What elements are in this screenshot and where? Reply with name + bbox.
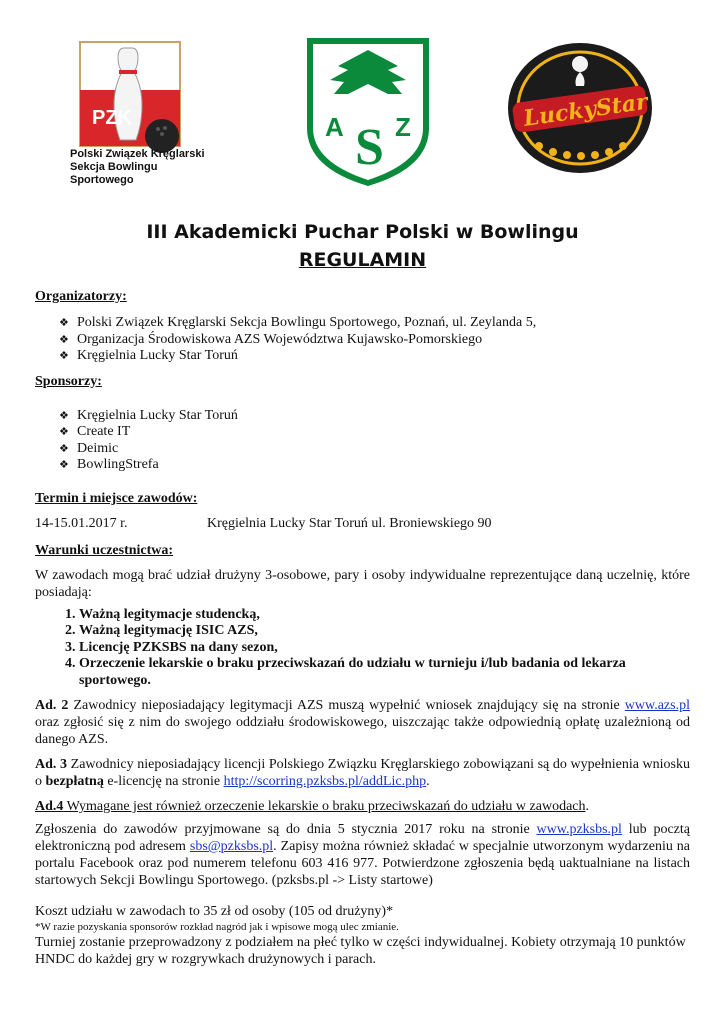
ad2-text: Zawodnicy nieposiadający legitymacji AZS muszą wypełnić wniosek znajdujący się na stronie bbox=[68, 698, 625, 713]
email-link[interactable]: sbs@pzksbs.pl bbox=[189, 839, 274, 854]
event-date: 14-15.01.2017 r. bbox=[35, 515, 128, 531]
ad3-text-mid: e-licencję na stronie bbox=[103, 774, 224, 789]
ad4-end: . bbox=[585, 799, 590, 814]
conditions-heading: Warunki uczestnictwa: bbox=[35, 542, 174, 558]
list-item: 4. Orzeczenie lekarskie o braku przeciwskazań do udziału w turnieju i/lub badania od lekarza sportowego. bbox=[79, 656, 690, 689]
venue-row bbox=[35, 515, 690, 532]
sponsors-list bbox=[63, 408, 690, 474]
list-item: 2. Ważną legitymację ISIC AZS, bbox=[79, 623, 690, 640]
list-item: ❖ Deimic bbox=[63, 441, 690, 458]
pzk-caption-line2: Sekcja Bowlingu Sportowego bbox=[70, 161, 158, 186]
document-title bbox=[0, 218, 725, 274]
list-item: 3. Licencję PZKSBS na dany sezon, bbox=[79, 640, 690, 657]
list-item: ❖ BowlingStrefa bbox=[63, 457, 690, 474]
azs-logo bbox=[303, 34, 433, 189]
sponsors-heading: Sponsorzy: bbox=[35, 373, 102, 389]
list-item: 1. Ważną legitymacje studencką, bbox=[79, 607, 690, 624]
list-item: ❖ Kręgielnia Lucky Star Toruń bbox=[63, 348, 690, 365]
tournament-info: Turniej zostanie przeprowadzony z podziałem na płeć tylko w części indywidualnej. Kobiety otrzymają 10 punktów HNDC do każdej gry w rozgrywkach drużynowych i parach. bbox=[35, 935, 686, 967]
main-title: III Akademicki Puchar Polski w Bowlingu bbox=[146, 221, 579, 243]
registration-paragraph bbox=[35, 821, 690, 889]
header-logos bbox=[0, 30, 725, 190]
registration-text-mid: lub pocztą elektroniczną pod adresem bbox=[35, 822, 690, 854]
regulamin-title: REGULAMIN bbox=[298, 249, 427, 271]
venue-heading: Termin i miejsce zawodów: bbox=[35, 490, 198, 506]
azs-link[interactable]: www.azs.pl bbox=[624, 698, 690, 713]
ad2-text-end: oraz zgłosić się z nim do swojego oddziału środowiskowego, uiszczając także odpowiednią opłatę uzależnioną od danego AZS. bbox=[35, 715, 690, 747]
cost-line: Koszt udziału w zawodach to 35 zł od osoby (105 od drużyny)* bbox=[35, 904, 394, 919]
sponsor-note: *W razie pozyskania sponsorów rozkład nagród jak i wpisowe mogą ulec zmianie. bbox=[35, 921, 399, 933]
ad4-text: Wymagane jest również orzeczenie lekarskie o braku przeciwskazań do udziału w zawodach bbox=[63, 799, 586, 814]
pzk-caption-line1: Polski Związek Kręglarski bbox=[70, 148, 205, 160]
svg-text:Z: Z bbox=[395, 112, 411, 142]
list-item: ❖ Create IT bbox=[63, 424, 690, 441]
lucky-star-logo bbox=[507, 42, 653, 174]
organizers-heading: Organizatorzy: bbox=[35, 289, 127, 304]
ad4-paragraph bbox=[35, 798, 690, 815]
ad3-label: Ad. 3 bbox=[35, 757, 68, 772]
conditions-intro: W zawodach mogą brać udział drużyny 3-osobowe, pary i osoby indywidualne reprezentujące daną uczelnię, które posiadają: bbox=[35, 567, 690, 600]
pzksbs-link[interactable]: www.pzksbs.pl bbox=[536, 822, 622, 837]
list-item: ❖ Kręgielnia Lucky Star Toruń bbox=[63, 408, 690, 425]
svg-text:LuckyStar: LuckyStar bbox=[522, 88, 650, 132]
requirements-list bbox=[35, 607, 690, 690]
registration-text: Zgłoszenia do zawodów przyjmowane są do dnia 5 stycznia 2017 roku na stronie bbox=[35, 822, 537, 837]
list-item: ❖ Organizacja Środowiskowa AZS Województwa Kujawsko-Pomorskiego bbox=[63, 332, 690, 349]
ad3-bold: bezpłatną bbox=[45, 774, 104, 789]
ad2-label: Ad. 2 bbox=[35, 698, 69, 713]
ad4-label: Ad.4 bbox=[35, 799, 64, 814]
event-place: Kręgielnia Lucky Star Toruń ul. Broniewskiego 90 bbox=[207, 515, 492, 531]
license-link[interactable]: http://scorring.pzksbs.pl/addLic.php bbox=[223, 774, 427, 789]
pzk-caption bbox=[70, 148, 220, 187]
registration-text-end: . Zapisy można również składać w specjalnie utworzonym wydarzeniu na portalu Facebook oraz pod numerem telefonu 603 416 977. Potwierdzone zgłoszenia będą uaktualniane na listach startowych Sekcji Bowlingu Sportowego. (pzksbs.pl -> Listy startowe) bbox=[35, 839, 691, 888]
svg-text:S: S bbox=[355, 119, 384, 176]
organizers-list bbox=[63, 315, 690, 365]
document-body bbox=[35, 288, 690, 968]
ad3-text-end: . bbox=[426, 774, 430, 789]
list-item: ❖ Polski Związek Kręglarski Sekcja Bowlingu Sportowego, Poznań, ul. Zeylanda 5, bbox=[63, 315, 690, 332]
ad2-paragraph bbox=[35, 697, 690, 748]
ad3-paragraph bbox=[35, 756, 690, 790]
ad3-text: Zawodnicy nieposiadający licencji Polskiego Związku Kręglarskiego zobowiązani są do wypełnienia wniosku o bbox=[35, 757, 691, 789]
svg-text:PZK: PZK bbox=[92, 107, 132, 129]
svg-text:A: A bbox=[325, 112, 344, 142]
